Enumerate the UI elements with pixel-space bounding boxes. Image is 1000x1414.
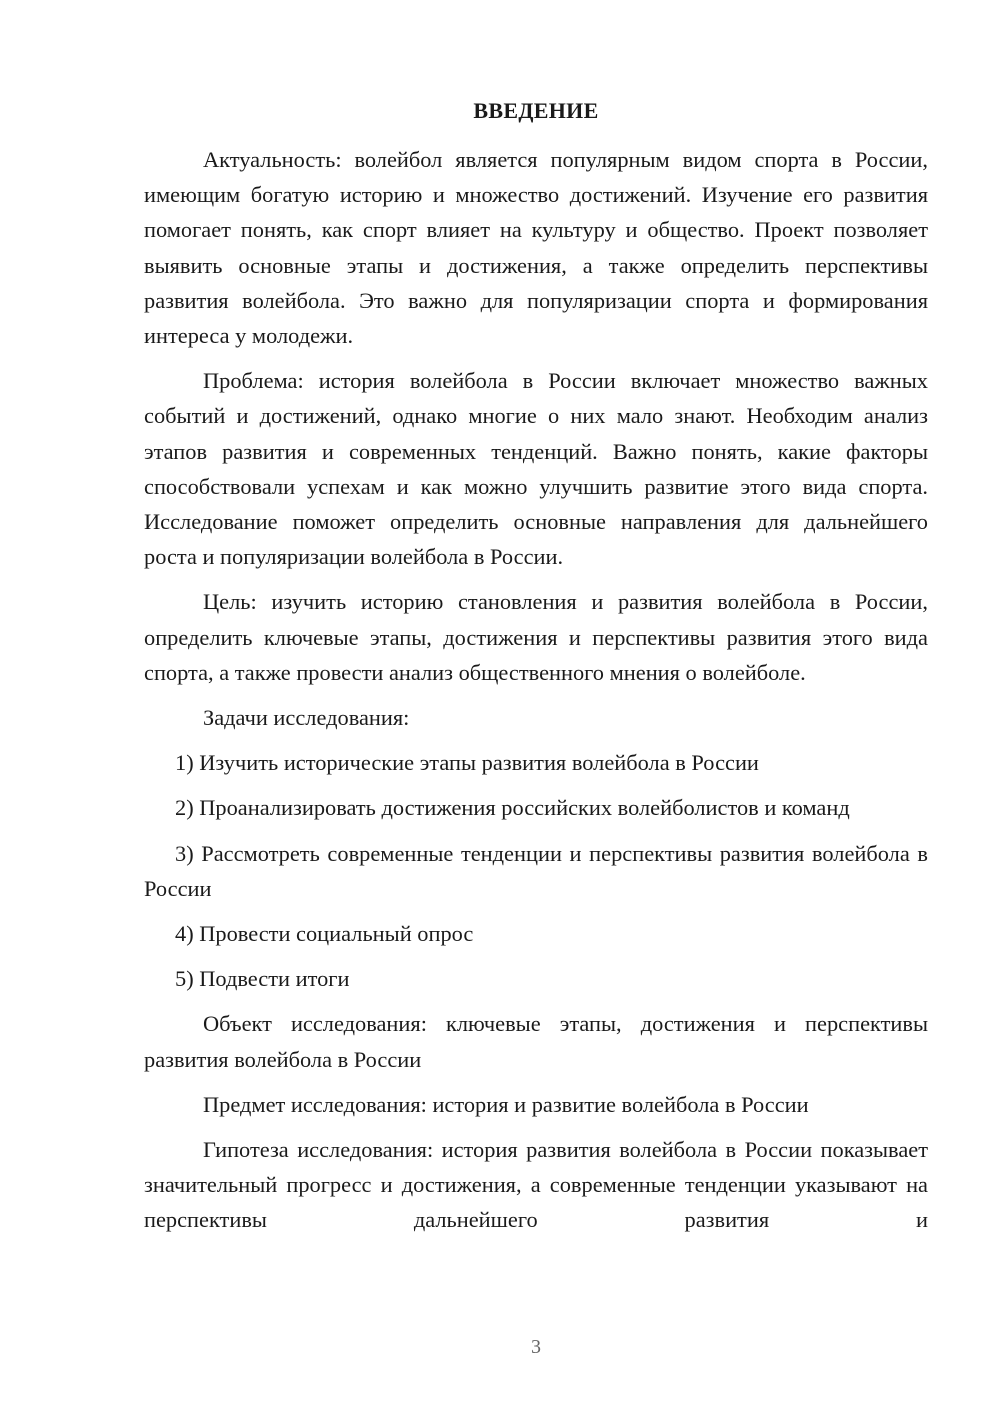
paragraph-subject: Предмет исследования: история и развитие волейбола в России xyxy=(203,1091,809,1117)
task-item-4: 4) Провести социальный опрос xyxy=(175,921,474,947)
task-item-2: 2) Проанализировать достижения российских волейболистов и команд xyxy=(175,795,850,821)
paragraph-goal: Цель: изучить историю становления и развития волейбола в России, определить ключевые этапы, достижения и перспективы развития этого вида спорта, а также провести анализ общественного мнения о волейболе. xyxy=(144,589,928,685)
page-number: 3 xyxy=(531,1336,541,1358)
paragraph-hypothesis: Гипотеза исследования: история развития волейбола в России показывает значительный прогресс и достижения, а современные тенденции указывают на перспективы дальнейшего развития и xyxy=(144,1137,928,1233)
paragraph-relevance: Актуальность: волейбол является популярным видом спорта в России, имеющим богатую историю и множество достижений. Изучение его развития помогает понять, как спорт влияет на культуру и общество. Проект позволяет выявить основные этапы и достижения, а также определить перспективы развития волейбола. Это важно для популяризации спорта и формирования интереса у молодежи. xyxy=(144,147,928,349)
body-text xyxy=(144,142,928,1238)
task-item-5: 5) Подвести итоги xyxy=(175,966,350,992)
paragraph-tasks-heading: Задачи исследования: xyxy=(203,705,410,731)
paragraph-object: Объект исследования: ключевые этапы, достижения и перспективы развития волейбола в России xyxy=(144,1011,928,1072)
task-item-3: 3) Рассмотреть современные тенденции и перспективы развития волейбола в России xyxy=(144,840,928,901)
paragraph-problem: Проблема: история волейбола в России включает множество важных событий и достижений, однако многие о них мало знают. Необходим анализ этапов развития и современных тенденций. Важно понять, какие факторы способствовали успехам и как можно улучшить развитие этого вида спорта. Исследование поможет определить основные направления для дальнейшего роста и популяризации волейбола в России. xyxy=(144,368,928,570)
section-title: ВВЕДЕНИЕ xyxy=(473,98,599,123)
task-item-1: 1) Изучить исторические этапы развития волейбола в России xyxy=(175,750,759,776)
